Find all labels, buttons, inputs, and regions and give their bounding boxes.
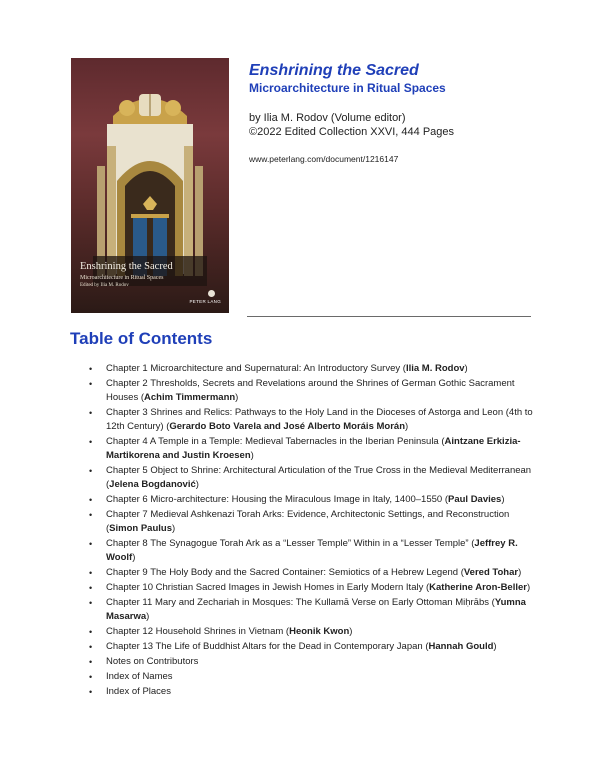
toc-item-end: ): [464, 363, 468, 374]
book-title: Enshrining the Sacred: [249, 62, 419, 79]
toc-item: [88, 596, 538, 624]
toc-item: [88, 640, 538, 654]
toc-item-author: Gerardo Boto Varela and José Alberto Moráis Morán: [169, 421, 405, 432]
toc-item-author: Jeffrey R. Woolf: [106, 538, 518, 563]
toc-item-text: Chapter 5 Object to Shrine: Architectural Articulation of the True Cross in the Medieval Mediterranean (: [106, 465, 532, 490]
cover-subtitle: Microarchitecture in Ritual Spaces: [80, 275, 164, 281]
toc-heading: Table of Contents: [70, 329, 213, 348]
toc-item: [88, 537, 538, 565]
publisher-logo-icon: [208, 290, 215, 297]
divider: [247, 316, 531, 317]
toc-list: [88, 362, 538, 700]
book-author-line: by Ilia M. Rodov (Volume editor): [249, 112, 406, 124]
toc-item-text: Chapter 4 A Temple in a Temple: Medieval Tabernacles in the Iberian Peninsula (: [106, 436, 445, 447]
toc-item-author: Simon Paulus: [109, 523, 172, 534]
cover-publisher: PETER LANG: [189, 299, 221, 304]
toc-item-text: Chapter 11 Mary and Zechariah in Mosques: The Kullamā Verse on Early Ottoman Miḥrābs (: [106, 597, 495, 608]
toc-item-text: Chapter 7 Medieval Ashkenazi Torah Arks: Evidence, Architectonic Settings, and Reconstruction (: [106, 509, 510, 534]
toc-item-text: Chapter 3 Shrines and Relics: Pathways to the Holy Land in the Dioceses of Astorga and Leon (4th to 12th Century) (: [106, 407, 533, 432]
toc-item-author: Yumna Masarwa: [106, 597, 526, 622]
toc-item: [88, 655, 538, 669]
toc-item-end: ): [132, 552, 136, 563]
toc-item-end: ): [172, 523, 176, 534]
toc-item: [88, 464, 538, 492]
toc-item-end: ): [195, 479, 199, 490]
toc-item-end: ): [405, 421, 409, 432]
toc-item: [88, 435, 538, 463]
toc-item-text: Chapter 1 Microarchitecture and Supernatural: An Introductory Survey (: [106, 363, 406, 374]
toc-item-text: Chapter 8 The Synagogue Torah Ark as a “Lesser Temple” Within in a “Lesser Temple” (: [106, 538, 475, 549]
toc-item-end: ): [235, 392, 239, 403]
book-subtitle: Microarchitecture in Ritual Spaces: [249, 81, 446, 95]
toc-item-end: ): [349, 626, 353, 637]
toc-item-text: Chapter 2 Thresholds, Secrets and Revelations around the Shrines of German Gothic Sacrament Houses (: [106, 378, 515, 403]
toc-item-author: Achim Timmermann: [144, 392, 236, 403]
toc-item-text: Index of Places: [106, 686, 171, 697]
toc-item-end: ): [501, 494, 505, 505]
toc-item-author: Vered Tohar: [463, 567, 519, 578]
toc-item-end: ): [146, 611, 150, 622]
toc-item-text: Chapter 9 The Holy Body and the Sacred Container: Semiotics of a Hebrew Legend (: [106, 567, 464, 578]
torah-ark-illustration: [93, 86, 207, 286]
toc-item: [88, 493, 538, 507]
toc-item: [88, 685, 538, 699]
toc-item: [88, 581, 538, 595]
toc-item-text: Chapter 6 Micro-architecture: Housing the Miraculous Image in Italy, 1400–1550 (: [106, 494, 448, 505]
book-cover-image: [71, 58, 229, 313]
toc-item-end: ): [526, 582, 531, 593]
toc-item-end: ): [250, 450, 254, 461]
toc-item-author: Ilia M. Rodov: [405, 363, 465, 374]
toc-item-text: Chapter 12 Household Shrines in Vietnam (: [106, 626, 290, 637]
toc-item: [88, 377, 538, 405]
toc-item-author: Hannah Gould: [428, 641, 494, 652]
toc-item-text: Notes on Contributors: [106, 656, 199, 667]
book-url-link[interactable]: www.peterlang.com/document/1216147: [249, 154, 399, 164]
toc-item: [88, 508, 538, 536]
toc-item-text: Chapter 13 The Life of Buddhist Altars for the Dead in Contemporary Japan (: [106, 641, 429, 652]
toc-item: [88, 625, 538, 639]
book-edition-line: ©2022 Edited Collection XXVI, 444 Pages: [249, 126, 455, 138]
cover-editor: Edited by Ilia M. Rodov: [80, 283, 129, 288]
toc-item-text: Chapter 10 Christian Sacred Images in Jewish Homes in Early Modern Italy (: [106, 582, 430, 593]
toc-item: [88, 362, 538, 376]
toc-item-text: Index of Names: [106, 671, 173, 682]
cover-title: Enshrining the Sacred: [80, 261, 173, 272]
toc-item-author: Katherine Aron-Beller: [429, 582, 527, 593]
toc-item: [88, 406, 538, 434]
toc-item-author: Jelena Bogdanović: [109, 479, 196, 490]
toc-item-end: ): [493, 641, 497, 652]
toc-item: [88, 566, 538, 580]
toc-item-author: Paul Davies: [448, 494, 502, 505]
toc-item-author: Aintzane Erkizia-Martikorena and Justin Kroesen: [106, 436, 521, 461]
toc-item: [88, 670, 538, 684]
toc-item-end: ): [518, 567, 522, 578]
toc-item-author: Heonik Kwon: [289, 626, 350, 637]
